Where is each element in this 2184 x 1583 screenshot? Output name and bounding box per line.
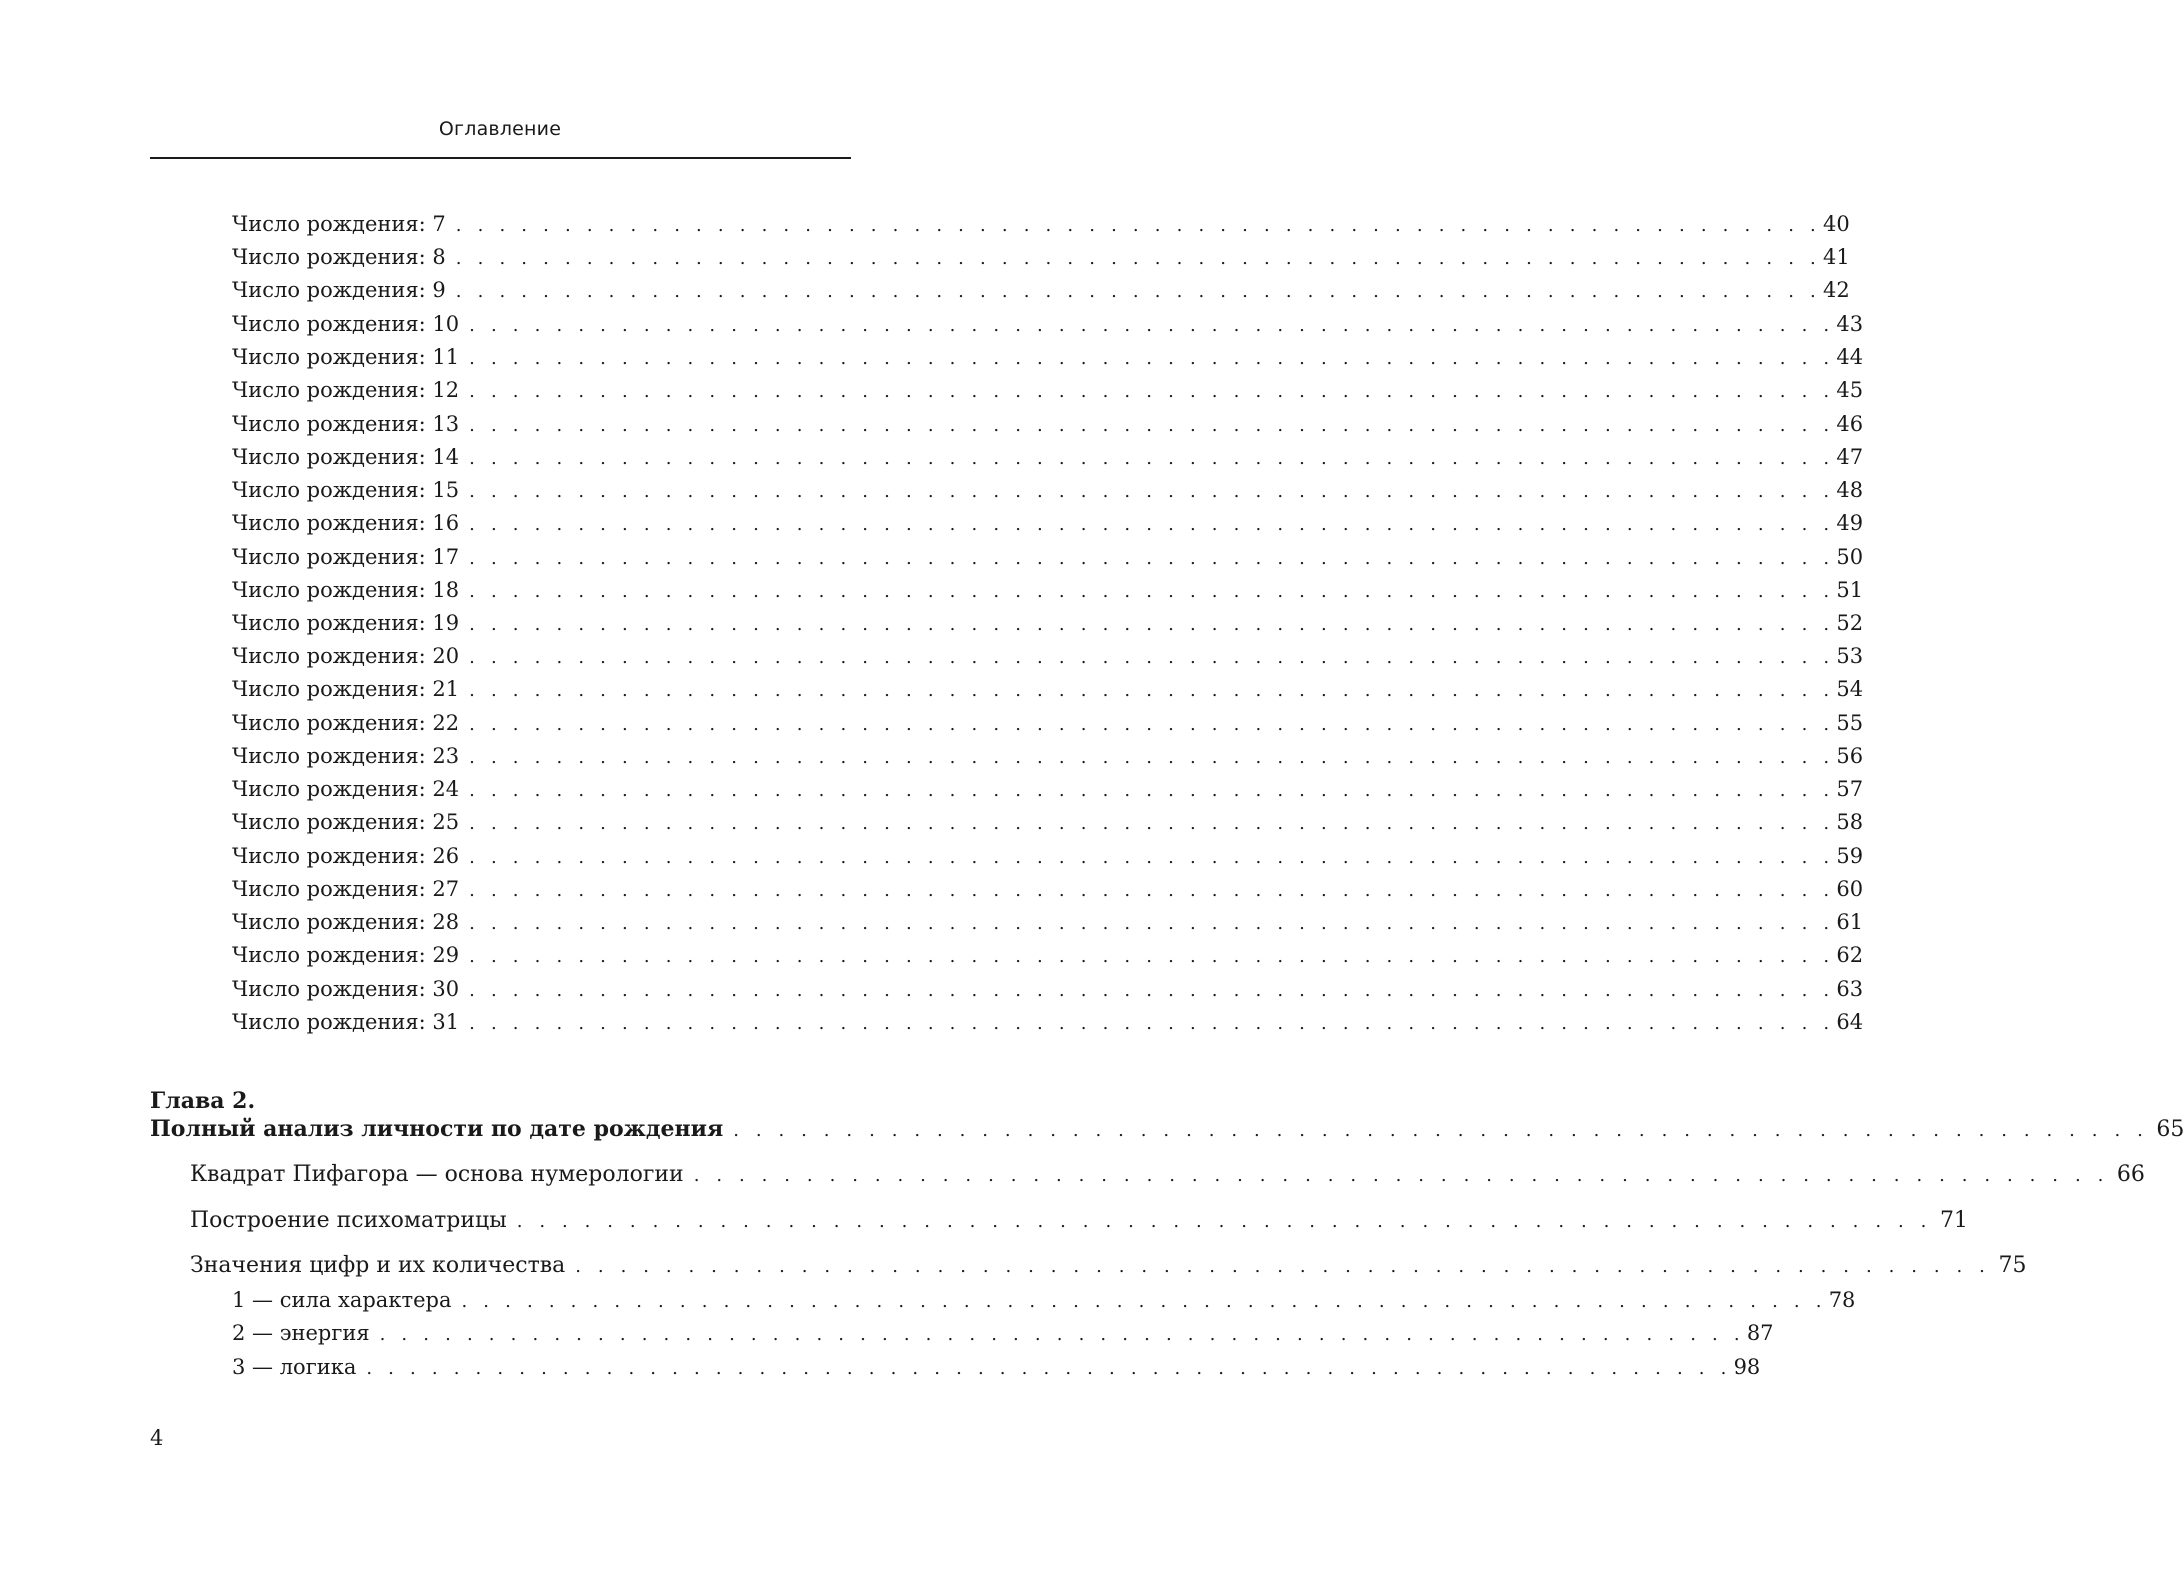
dot-leader: . . . . . . . . . . . . . . . . . . . . . . . . . . . . . . . . . . . . . . . . . . . . . . . . . . . . . . . . . . . . . . . xyxy=(469,747,1835,768)
toc-entry[interactable] xyxy=(232,443,1864,473)
toc-entry-label: Число рождения: 20 xyxy=(232,644,460,668)
dot-leader: . . . . . . . . . . . . . . . . . . . . . . . . . . . . . . . . . . . . . . . . . . . . . . . . . . . . . . . . . . . . . . . xyxy=(455,215,1821,236)
toc-entry-page: 47 xyxy=(1836,445,1864,469)
toc-entry-label: Число рождения: 25 xyxy=(232,810,460,834)
toc-subsection-entry[interactable] xyxy=(232,1286,1856,1316)
toc-entry-page: 60 xyxy=(1836,877,1864,901)
toc-entry[interactable] xyxy=(232,243,1850,273)
chapter-page: 65 xyxy=(2156,1117,2184,1142)
dot-leader: . . . . . . . . . . . . . . . . . . . . . . . . . . . . . . . . . . . . . . . . . . . . . . . . . . . . . . . . . . . . . . . xyxy=(366,1358,1732,1379)
toc-entry-page: 55 xyxy=(1836,711,1864,735)
dot-leader: . . . . . . . . . . . . . . . . . . . . . . . . . . . . . . . . . . . . . . . . . . . . . . . . . . . . . . . . . . . . . . . xyxy=(469,548,1835,569)
toc-subsection-entry[interactable] xyxy=(232,1353,1761,1383)
toc-entry[interactable] xyxy=(232,975,1864,1005)
toc-entry-page: 42 xyxy=(1822,278,1850,302)
toc-entry-label: Число рождения: 7 xyxy=(232,212,446,236)
toc-entry-page: 56 xyxy=(1836,744,1864,768)
toc-entry-page: 63 xyxy=(1836,977,1864,1001)
dot-leader: . . . . . . . . . . . . . . . . . . . . . . . . . . . . . . . . . . . . . . . . . . . . . . . . . . . . . . . . . . . . . . . xyxy=(455,281,1821,302)
toc-entry-label: Число рождения: 13 xyxy=(232,412,460,436)
dot-leader: . . . . . . . . . . . . . . . . . . . . . . . . . . . . . . . . . . . . . . . . . . . . . . . . . . . . . . . . . . . . . . . xyxy=(469,448,1835,469)
toc-entry[interactable] xyxy=(232,276,1850,306)
dot-leader: . . . . . . . . . . . . . . . . . . . . . . . . . . . . . . . . . . . . . . . . . . . . . . . . . . . . . . . . . . . . . . . xyxy=(469,980,1835,1001)
toc-entry[interactable] xyxy=(232,410,1864,440)
toc-entry-page: 48 xyxy=(1836,478,1864,502)
subsection-page: 87 xyxy=(1746,1321,1774,1345)
chapter-number: Глава 2. xyxy=(150,1088,256,1114)
toc-entry[interactable] xyxy=(232,941,1864,971)
toc-chapter-entry[interactable] xyxy=(150,1115,2184,1145)
toc-entry[interactable] xyxy=(232,509,1864,539)
toc-entry-page: 49 xyxy=(1836,511,1864,535)
toc-entry-label: Число рождения: 17 xyxy=(232,545,460,569)
toc-entry[interactable] xyxy=(232,808,1864,838)
section-label: Значения цифр и их количества xyxy=(190,1253,566,1278)
dot-leader: . . . . . . . . . . . . . . . . . . . . . . . . . . . . . . . . . . . . . . . . . . . . . . . . . . . . . . . . . . . . . . . xyxy=(516,1211,1932,1232)
toc-entry-page: 54 xyxy=(1836,677,1864,701)
subsection-label: 1 — сила характера xyxy=(232,1288,452,1312)
toc-entry[interactable] xyxy=(232,1008,1864,1038)
toc-entry-label: Число рождения: 28 xyxy=(232,910,460,934)
dot-leader: . . . . . . . . . . . . . . . . . . . . . . . . . . . . . . . . . . . . . . . . . . . . . . . . . . . . . . . . . . . . . . . xyxy=(469,780,1835,801)
dot-leader: . . . . . . . . . . . . . . . . . . . . . . . . . . . . . . . . . . . . . . . . . . . . . . . . . . . . . . . . . . . . . . . xyxy=(469,946,1835,967)
toc-entry-label: Число рождения: 27 xyxy=(232,877,460,901)
toc-entry[interactable] xyxy=(232,675,1864,705)
toc-entry-label: Число рождения: 23 xyxy=(232,744,460,768)
toc-entry-page: 46 xyxy=(1836,412,1864,436)
section-page: 66 xyxy=(2116,1162,2145,1187)
toc-entry-page: 57 xyxy=(1836,777,1864,801)
toc-entry-label: Число рождения: 22 xyxy=(232,711,460,735)
toc-entry[interactable] xyxy=(232,642,1864,672)
toc-entry-page: 53 xyxy=(1836,644,1864,668)
dot-leader: . . . . . . . . . . . . . . . . . . . . . . . . . . . . . . . . . . . . . . . . . . . . . . . . . . . . . . . . . . . . . . . xyxy=(469,481,1835,502)
chapter-title: Полный анализ личности по дате рождения xyxy=(150,1116,724,1142)
toc-entry[interactable] xyxy=(232,875,1864,905)
toc-entry[interactable] xyxy=(232,609,1864,639)
dot-leader: . . . . . . . . . . . . . . . . . . . . . . . . . . . . . . . . . . . . . . . . . . . . . . . . . . . . . . . . . . . . . . . xyxy=(469,880,1835,901)
dot-leader: . . . . . . . . . . . . . . . . . . . . . . . . . . . . . . . . . . . . . . . . . . . . . . . . . . . . . . . . . . . . . . . xyxy=(693,1165,2109,1186)
subsection-label: 3 — логика xyxy=(232,1355,357,1379)
toc-subsection-entry[interactable] xyxy=(232,1319,1774,1349)
dot-leader: . . . . . . . . . . . . . . . . . . . . . . . . . . . . . . . . . . . . . . . . . . . . . . . . . . . . . . . . . . . . . . . xyxy=(461,1291,1827,1312)
toc-entry-label: Число рождения: 9 xyxy=(232,278,446,302)
section-label: Квадрат Пифагора — основа нумерологии xyxy=(190,1162,684,1187)
toc-entry[interactable] xyxy=(232,842,1864,872)
toc-entry[interactable] xyxy=(232,310,1864,340)
toc-entry-label: Число рождения: 24 xyxy=(232,777,460,801)
toc-entry-label: Число рождения: 14 xyxy=(232,445,460,469)
dot-leader: . . . . . . . . . . . . . . . . . . . . . . . . . . . . . . . . . . . . . . . . . . . . . . . . . . . . . . . . . . . . . . . xyxy=(469,381,1835,402)
toc-entry-label: Число рождения: 19 xyxy=(232,611,460,635)
dot-leader: . . . . . . . . . . . . . . . . . . . . . . . . . . . . . . . . . . . . . . . . . . . . . . . . . . . . . . . . . . . . . . . xyxy=(469,847,1835,868)
toc-entry[interactable] xyxy=(232,343,1864,373)
toc-entry-page: 40 xyxy=(1822,212,1850,236)
dot-leader: . . . . . . . . . . . . . . . . . . . . . . . . . . . . . . . . . . . . . . . . . . . . . . . . . . . . . . . . . . . . . . . xyxy=(379,1324,1745,1345)
toc-entry[interactable] xyxy=(232,376,1864,406)
toc-entry-label: Число рождения: 18 xyxy=(232,578,460,602)
header-rule xyxy=(150,157,851,159)
dot-leader: . . . . . . . . . . . . . . . . . . . . . . . . . . . . . . . . . . . . . . . . . . . . . . . . . . . . . . . . . . . . . . . xyxy=(469,680,1835,701)
toc-entry-page: 58 xyxy=(1836,810,1864,834)
toc-entry[interactable] xyxy=(232,576,1864,606)
toc-entry[interactable] xyxy=(232,210,1850,240)
dot-leader: . . . . . . . . . . . . . . . . . . . . . . . . . . . . . . . . . . . . . . . . . . . . . . . . . . . . . . . . . . . . . . . xyxy=(469,514,1835,535)
toc-entry-page: 59 xyxy=(1836,844,1864,868)
toc-entry-page: 50 xyxy=(1836,545,1864,569)
toc-entry[interactable] xyxy=(232,709,1864,739)
dot-leader: . . . . . . . . . . . . . . . . . . . . . . . . . . . . . . . . . . . . . . . . . . . . . . . . . . . . . . . . . . . . . . . xyxy=(469,315,1835,336)
toc-entry-page: 45 xyxy=(1836,378,1864,402)
dot-leader: . . . . . . . . . . . . . . . . . . . . . . . . . . . . . . . . . . . . . . . . . . . . . . . . . . . . . . . . . . . . . . . xyxy=(469,647,1835,668)
subsection-label: 2 — энергия xyxy=(232,1321,370,1345)
subsection-page: 98 xyxy=(1733,1355,1761,1379)
dot-leader: . . . . . . . . . . . . . . . . . . . . . . . . . . . . . . . . . . . . . . . . . . . . . . . . . . . . . . . . . . . . . . . xyxy=(469,614,1835,635)
subsection-page: 78 xyxy=(1828,1288,1856,1312)
toc-entry-page: 44 xyxy=(1836,345,1864,369)
toc-entry-label: Число рождения: 31 xyxy=(232,1010,460,1034)
toc-entry-page: 51 xyxy=(1836,578,1864,602)
toc-entry[interactable] xyxy=(232,543,1864,573)
dot-leader: . . . . . . . . . . . . . . . . . . . . . . . . . . . . . . . . . . . . . . . . . . . . . . . . . . . . . . . . . . . . . . . xyxy=(469,714,1835,735)
toc-entry-label: Число рождения: 15 xyxy=(232,478,460,502)
toc-entry-page: 61 xyxy=(1836,910,1864,934)
toc-entry-page: 52 xyxy=(1836,611,1864,635)
toc-section-entry[interactable] xyxy=(190,1252,2027,1281)
toc-entry-page: 64 xyxy=(1836,1010,1864,1034)
toc-entry-page: 41 xyxy=(1822,245,1850,269)
toc-entry-label: Число рождения: 8 xyxy=(232,245,446,269)
toc-entry-label: Число рождения: 30 xyxy=(232,977,460,1001)
dot-leader: . . . . . . . . . . . . . . . . . . . . . . . . . . . . . . . . . . . . . . . . . . . . . . . . . . . . . . . . . . . . . . . xyxy=(455,248,1821,269)
dot-leader: . . . . . . . . . . . . . . . . . . . . . . . . . . . . . . . . . . . . . . . . . . . . . . . . . . . . . . . . . . . . . . . xyxy=(733,1120,2149,1141)
dot-leader: . . . . . . . . . . . . . . . . . . . . . . . . . . . . . . . . . . . . . . . . . . . . . . . . . . . . . . . . . . . . . . . xyxy=(469,415,1835,436)
dot-leader: . . . . . . . . . . . . . . . . . . . . . . . . . . . . . . . . . . . . . . . . . . . . . . . . . . . . . . . . . . . . . . . xyxy=(575,1256,1991,1277)
toc-entry-page: 62 xyxy=(1836,943,1864,967)
dot-leader: . . . . . . . . . . . . . . . . . . . . . . . . . . . . . . . . . . . . . . . . . . . . . . . . . . . . . . . . . . . . . . . xyxy=(469,581,1835,602)
toc-entry[interactable] xyxy=(232,742,1864,772)
toc-section-entry[interactable] xyxy=(190,1161,2145,1190)
toc-section-entry[interactable] xyxy=(190,1207,1968,1236)
toc-entry[interactable] xyxy=(232,476,1864,506)
dot-leader: . . . . . . . . . . . . . . . . . . . . . . . . . . . . . . . . . . . . . . . . . . . . . . . . . . . . . . . . . . . . . . . xyxy=(469,913,1835,934)
running-head: Оглавление xyxy=(438,118,562,140)
toc-entry-label: Число рождения: 12 xyxy=(232,378,460,402)
section-page: 71 xyxy=(1939,1208,1968,1233)
toc-entry[interactable] xyxy=(232,908,1864,938)
toc-entry-label: Число рождения: 21 xyxy=(232,677,460,701)
toc-entry-label: Число рождения: 10 xyxy=(232,312,460,336)
toc-entry-label: Число рождения: 11 xyxy=(232,345,460,369)
toc-entry-label: Число рождения: 29 xyxy=(232,943,460,967)
dot-leader: . . . . . . . . . . . . . . . . . . . . . . . . . . . . . . . . . . . . . . . . . . . . . . . . . . . . . . . . . . . . . . . xyxy=(469,1013,1835,1034)
section-label: Построение психоматрицы xyxy=(190,1208,507,1233)
page-number: 4 xyxy=(150,1426,164,1450)
dot-leader: . . . . . . . . . . . . . . . . . . . . . . . . . . . . . . . . . . . . . . . . . . . . . . . . . . . . . . . . . . . . . . . xyxy=(469,813,1835,834)
toc-entry-page: 43 xyxy=(1836,312,1864,336)
dot-leader: . . . . . . . . . . . . . . . . . . . . . . . . . . . . . . . . . . . . . . . . . . . . . . . . . . . . . . . . . . . . . . . xyxy=(469,348,1835,369)
toc-entry[interactable] xyxy=(232,775,1864,805)
section-page: 75 xyxy=(1998,1253,2027,1278)
toc-entry-label: Число рождения: 26 xyxy=(232,844,460,868)
toc-entry-label: Число рождения: 16 xyxy=(232,511,460,535)
